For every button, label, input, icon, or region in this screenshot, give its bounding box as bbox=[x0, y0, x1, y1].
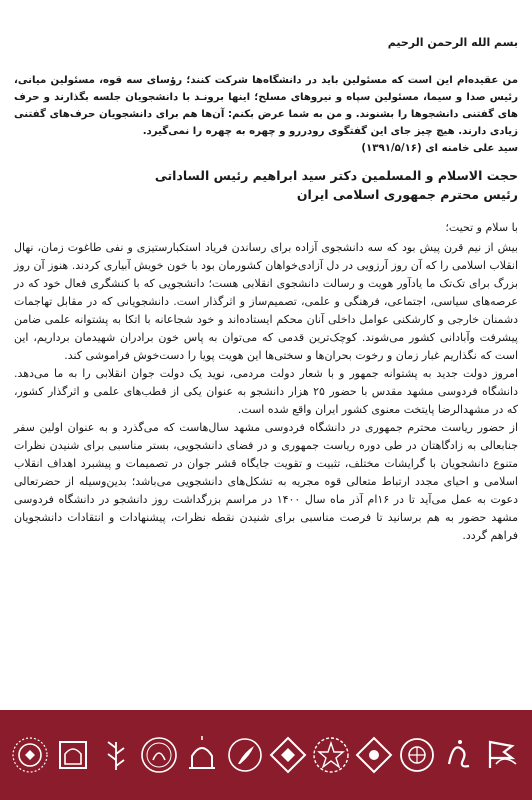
recipient-title: رئیس محترم جمهوری اسلامی ایران bbox=[296, 187, 518, 202]
quote-author: سید علی خامنه ای bbox=[425, 143, 518, 154]
mosque-emblem-icon bbox=[52, 734, 94, 776]
flag-emblem-icon bbox=[482, 734, 524, 776]
quill-emblem-icon bbox=[224, 734, 266, 776]
quote-attribution bbox=[14, 140, 518, 157]
logos-footer bbox=[0, 710, 532, 800]
star-seal-icon bbox=[310, 734, 352, 776]
diamond-logo-icon bbox=[267, 734, 309, 776]
ornate-seal-icon bbox=[9, 734, 51, 776]
body-paragraph-2: امروز دولت جدید به پشتوانه جمهور و با شعار دولت مردمی، نوید یک دولت جوان انقلابی را به ما می‌دهد. دانشگاه فردوسی مشهد مقدس با حضور ۲۵ هزار دانشجو به عنوان یکی از قطب‌های علمی و اثرگذار کشور، که در مشهدالرضا پایتخت معنوی کشور ایران واقع شده است. bbox=[14, 367, 518, 416]
bismillah-heading: بسم الله الرحمن الرحیم bbox=[387, 36, 518, 49]
leaf-emblem-icon bbox=[95, 734, 137, 776]
diamond-emblem-icon bbox=[353, 734, 395, 776]
quote-date: (۱۳۹۱/۵/۱۶) bbox=[361, 143, 422, 154]
body-paragraph-3: از حضور ریاست محترم جمهوری در دانشگاه فردوسی مشهد سال‌هاست که می‌گذرد و به عنوان اولین سفر جنابعالی به زادگاهتان در طی دوره ریاست جمهوری و در فضای دانشجویی، بستر مناسبی برای شنیدن نظرات متنوع دانشجویان با گرایشات مختلف، تثبیت و تقویت جایگاه قشر جوان در تصمیمات و پیشبرد اهداف انقلاب اسلامی و احیای مجدد ارتباط متعالی قوه مجریه به تشکل‌های دانشجویی می‌باشد؛ بدین‌وسیله از حضرتعالی دعوت به عمل می‌آید تا در ۱۶ام آذر ماه سال ۱۴۰۰ در مراسم بزرگداشت روز دانشجو در دانشگاه فردوسی مشهد حضور به هم برسانید تا فرصت مناسبی برای شنیدن نقطه نظرات، پیشنهادات و انتقادات دانشجویان فراهم گردد. bbox=[14, 421, 519, 542]
letter-content bbox=[14, 36, 518, 545]
dome-emblem-icon bbox=[181, 734, 223, 776]
body-paragraph-1: بیش از نیم قرن پیش بود که سه دانشجوی آزاده برای رساندن فریاد استکبارستیزی و نفی طاغوت زمان، نهال انقلاب اسلامی را که آن روز آرزویی در دل آزادی‌خواهان کشورمان بود با خون خویش آبیاری کردند. هنوز آن روز بزرگ برای تک‌تک ما یادآور هویت و رسالت دانشجوی انقلابی هست؛ دانشجویی که با کنشگری فعال خود که در عرصه‌های سیاسی، اجتماعی، فرهنگی و علمی، تصمیم‌ساز و اثرگذار است. دانشجویانی که در مقابل تهاجمات دشمنان خارجی و کارشکنی عوامل داخلی آنان محکم ایستاده‌اند و خود شجاعانه با اتکا به پشتوانه علمی ضامن پیشرفت وآبادانی کشور می‌شوند. کوچک‌ترین قدمی که می‌توان به پاس خون برادران شهیدمان برداریم، این است که نگذاریم غبار زمان و رخوت بحران‌ها و سختی‌ها این هویت پویا را دست‌خوش فراموشی کند. bbox=[14, 241, 518, 362]
round-seal-icon bbox=[396, 734, 438, 776]
leader-quote: من عقیده‌ام این است که مسئولین باید در دانشگاه‌ها شرکت کنند؛ رؤسای سه قوه، مسئولین میانی، رئیس صدا و سیما، مسئولین سپاه و نیروهای مسلح؛ اینها برونـد با دانشجویان جلسه بگذارند و حرف های گفتنی دانشجوها را بشنوند. و من به شما عرض بکنم: آن‌ها هم برای دانشجویان حرف‌های گفتنی زیادی دارند. هیچ چیز جای این گفتگوی رودررو و چهره به چهره را نمی‌گیرد. bbox=[14, 75, 518, 137]
recipient-name: حجت الاسلام و المسلمین دکتر سید ابراهیم رئیس الساداتی bbox=[154, 168, 518, 183]
calligraphy-emblem-icon bbox=[439, 734, 481, 776]
greeting: با سلام و تحیت؛ bbox=[445, 221, 518, 234]
circular-seal-icon bbox=[138, 734, 180, 776]
